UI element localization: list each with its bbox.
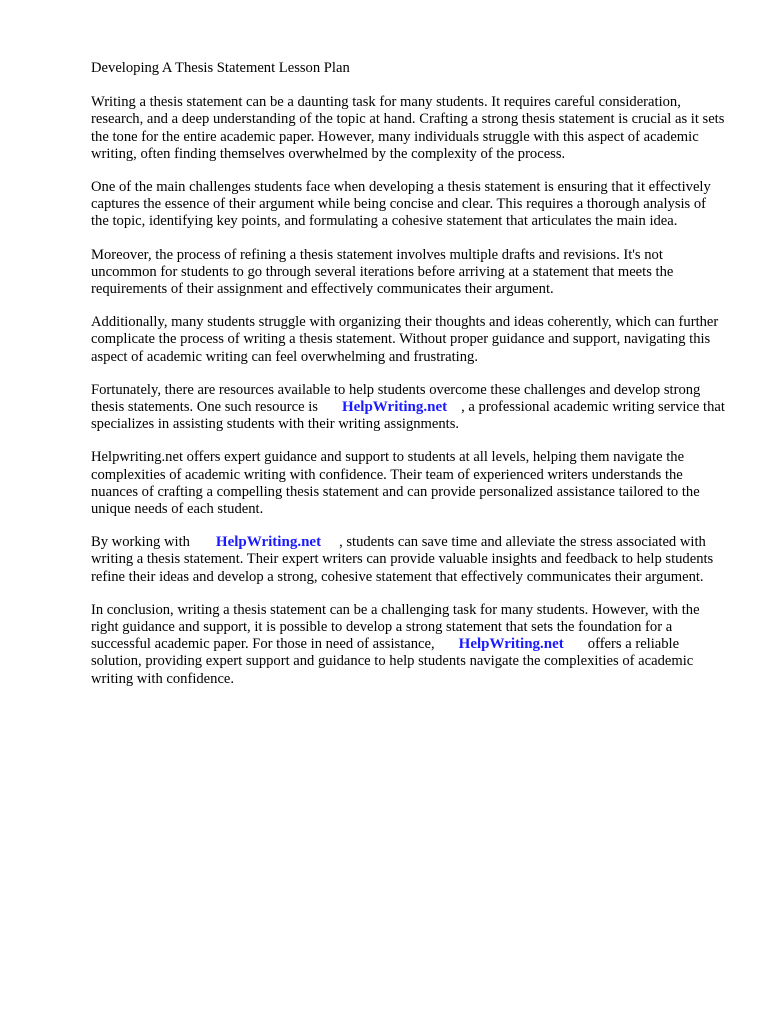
paragraph-5-text-before: Fortunately, there are resources available to help students overcome these challenges and develop strong thesis statements. One such resource is <box>91 381 701 416</box>
paragraph-8 <box>91 602 727 688</box>
paragraph-7 <box>91 534 727 586</box>
paragraph-2: One of the main challenges students face when developing a thesis statement is ensuring that it effectively captures the essence of their argument while being concise and clear. This requires a thorough analysis of the topic, identifying key points, and formulating a cohesive statement that articulates the main idea. <box>91 179 711 230</box>
paragraph-5-text-after: , a professional academic writing service that specializes in assisting students with their writing assignments. <box>91 399 725 433</box>
paragraph-8-text-before: In conclusion, writing a thesis statement can be a challenging task for many students. However, with the right guidance and support, it is possible to develop a strong statement that sets the foundation for a successful academic paper. For those in need of assistance, <box>91 601 700 653</box>
paragraph-5 <box>91 382 727 434</box>
paragraph-7-text-after: , students can save time and alleviate the stress associated with writing a thesis statement. Their expert writers can provide valuable insights and feedback to help students refine their ideas and develop a strong, cohesive statement that effectively communicates their argument. <box>91 534 714 585</box>
document-title: Developing A Thesis Statement Lesson Plan <box>91 60 350 76</box>
helpwriting-link-1[interactable]: HelpWriting.net <box>341 399 448 416</box>
helpwriting-link-2[interactable]: HelpWriting.net <box>215 534 322 551</box>
paragraph-6: Helpwriting.net offers expert guidance and support to students at all levels, helping them navigate the complexities of academic writing with confidence. Their team of experienced writers understands the nuances of crafting a compelling thesis statement and can provide personalized assistance tailored to the unique needs of each student. <box>91 449 700 518</box>
document-page <box>91 60 727 704</box>
paragraph-1: Writing a thesis statement can be a daunting task for many students. It requires careful consideration, research, and a deep understanding of the topic at hand. Crafting a strong thesis statement is crucial as it sets the tone for the entire academic paper. However, many individuals struggle with this aspect of academic writing, often finding themselves overwhelmed by the complexity of the process. <box>91 94 725 162</box>
paragraph-8-text-after: offers a reliable solution, providing expert support and guidance to help students navigate the complexities of academic writing with confidence. <box>91 636 694 687</box>
paragraph-7-text-before: By working with <box>91 534 190 551</box>
helpwriting-link-3[interactable]: HelpWriting.net <box>458 636 564 653</box>
paragraph-4: Additionally, many students struggle with organizing their thoughts and ideas coherently, which can further complicate the process of writing a thesis statement. Without proper guidance and support, navigating this aspect of academic writing can feel overwhelming and frustrating. <box>91 314 719 365</box>
paragraph-3: Moreover, the process of refining a thesis statement involves multiple drafts and revisions. It's not uncommon for students to go through several iterations before arriving at a statement that meets the requirements of their assignment and effectively communicates their argument. <box>91 246 674 298</box>
